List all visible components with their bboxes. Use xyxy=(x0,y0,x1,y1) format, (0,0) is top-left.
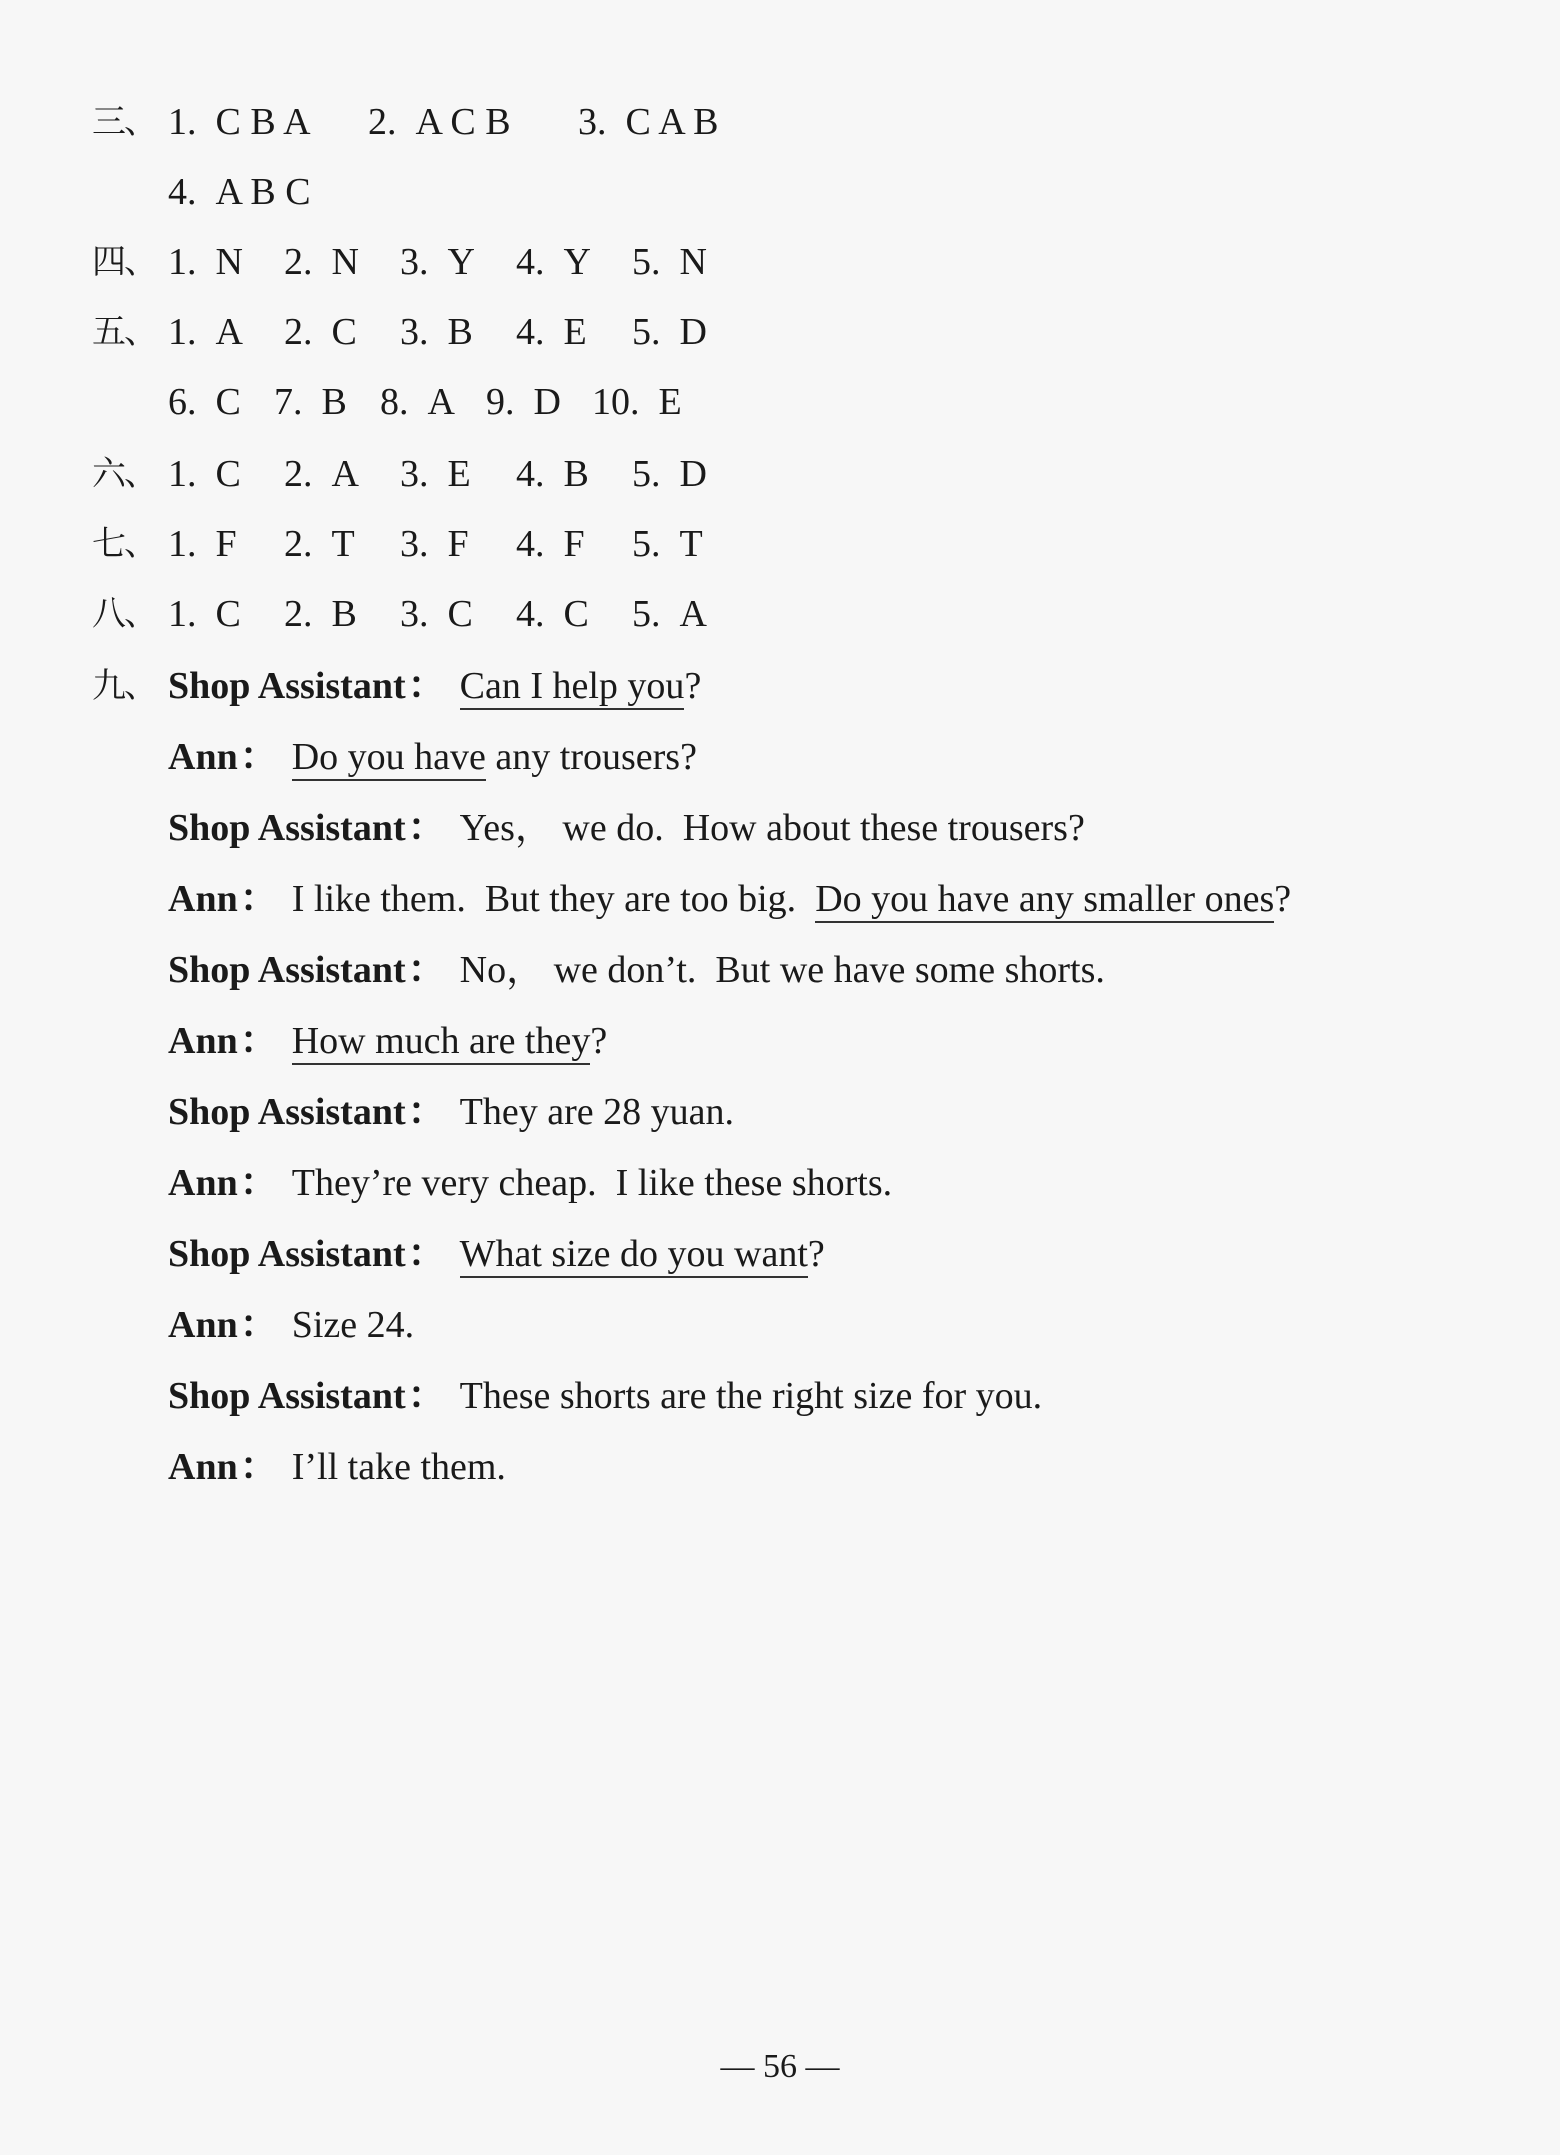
item-number: 4. xyxy=(516,311,545,353)
item-answer: C xyxy=(215,453,241,495)
speaker-name: Ann xyxy=(168,736,238,778)
item-answer: C xyxy=(331,311,357,353)
item-number: 2. xyxy=(284,311,313,353)
answer-item xyxy=(400,308,473,356)
answer-item xyxy=(516,238,591,286)
item-number: 9. xyxy=(486,381,515,423)
answer-item xyxy=(368,98,511,146)
speaker-colon: ： xyxy=(239,736,278,778)
answer-item xyxy=(168,168,311,216)
answer-item xyxy=(516,308,587,356)
item-number: 4. xyxy=(168,171,197,213)
answer-item xyxy=(486,378,561,426)
line-text: Size 24. xyxy=(291,1304,415,1346)
item-answer: D xyxy=(679,453,707,495)
line-text: These shorts are the right size for you. xyxy=(459,1375,1043,1417)
speaker-colon: ： xyxy=(239,878,278,920)
answer-item xyxy=(168,308,243,356)
speaker-name: Shop Assistant xyxy=(168,807,406,849)
answer-item xyxy=(380,378,455,426)
item-answer: A B C xyxy=(215,171,311,213)
answer-item xyxy=(400,450,471,498)
underlined-answer: Do you have any smaller ones xyxy=(815,878,1274,923)
item-answer: C A B xyxy=(625,101,719,143)
item-number: 3. xyxy=(400,453,429,495)
speaker-name: Ann xyxy=(168,878,238,920)
underlined-answer: Do you have xyxy=(292,736,486,781)
dialogue-content xyxy=(168,733,697,781)
answer-item xyxy=(168,450,241,498)
speaker-name: Shop Assistant xyxy=(168,665,406,707)
item-answer: C xyxy=(215,593,241,635)
answer-item xyxy=(632,520,703,568)
item-answer: F xyxy=(563,523,585,565)
item-number: 4. xyxy=(516,523,545,565)
underlined-answer: What size do you want xyxy=(460,1233,808,1278)
section-5-marker: 五、 xyxy=(92,312,156,352)
line-rest: ? xyxy=(590,1020,608,1062)
dialogue-content xyxy=(168,1159,892,1207)
speaker-colon: ： xyxy=(407,1233,446,1275)
speaker-name: Shop Assistant xyxy=(168,1233,406,1275)
item-number: 4. xyxy=(516,241,545,283)
speaker-colon: ： xyxy=(407,807,446,849)
answer-item xyxy=(168,590,241,638)
item-answer: Y xyxy=(447,241,475,283)
item-number: 2. xyxy=(368,101,397,143)
speaker-colon: ： xyxy=(239,1304,278,1346)
item-number: 1. xyxy=(168,453,197,495)
item-answer: C xyxy=(563,593,589,635)
item-answer: A C B xyxy=(415,101,511,143)
item-answer: B xyxy=(321,381,347,423)
item-answer: C xyxy=(215,381,241,423)
underlined-answer: Can I help you xyxy=(460,665,685,710)
item-answer: E xyxy=(658,381,682,423)
item-answer: D xyxy=(679,311,707,353)
item-number: 2. xyxy=(284,523,313,565)
speaker-colon: ： xyxy=(239,1020,278,1062)
speaker-colon: ： xyxy=(407,1091,446,1133)
line-text: Yes， we do. How about these trousers? xyxy=(459,807,1085,849)
item-number: 5. xyxy=(632,453,661,495)
item-number: 3. xyxy=(578,101,607,143)
page-number: — 56 — xyxy=(720,2048,840,2085)
item-answer: A xyxy=(215,311,243,353)
line-rest: ? xyxy=(684,665,702,707)
speaker-name: Ann xyxy=(168,1162,238,1204)
speaker-colon: ： xyxy=(239,1162,278,1204)
section-8-marker: 八、 xyxy=(92,594,156,634)
dialogue-content xyxy=(168,662,701,710)
item-number: 7. xyxy=(274,381,303,423)
dialogue-content xyxy=(168,1443,506,1491)
answer-item xyxy=(168,98,311,146)
answer-item xyxy=(284,450,359,498)
item-answer: B xyxy=(563,453,589,495)
item-answer: C xyxy=(447,593,473,635)
answer-item xyxy=(400,520,469,568)
item-number: 3. xyxy=(400,311,429,353)
section-4-marker: 四、 xyxy=(92,242,156,282)
item-answer: T xyxy=(331,523,355,565)
line-rest: any trousers? xyxy=(485,736,697,778)
section-7-marker: 七、 xyxy=(92,524,156,564)
item-answer: D xyxy=(533,381,561,423)
answer-item xyxy=(516,450,589,498)
item-answer: A xyxy=(679,593,707,635)
item-number: 2. xyxy=(284,593,313,635)
answer-item xyxy=(592,378,682,426)
item-number: 5. xyxy=(632,241,661,283)
line-text: They are 28 yuan. xyxy=(459,1091,734,1133)
item-number: 1. xyxy=(168,523,197,565)
item-answer: Y xyxy=(563,241,591,283)
item-number: 5. xyxy=(632,311,661,353)
line-rest: ? xyxy=(807,1233,825,1275)
item-answer: B xyxy=(331,593,357,635)
line-text: I’ll take them. xyxy=(291,1446,506,1488)
dialogue-content xyxy=(168,946,1105,994)
section-3-marker: 三、 xyxy=(92,102,156,142)
line-rest: ? xyxy=(1274,878,1292,920)
item-answer: F xyxy=(447,523,469,565)
item-number: 3. xyxy=(400,523,429,565)
item-number: 3. xyxy=(400,593,429,635)
dialogue-content xyxy=(168,1301,414,1349)
item-answer: B xyxy=(447,311,473,353)
dialogue-content xyxy=(168,1372,1042,1420)
item-number: 5. xyxy=(632,523,661,565)
speaker-colon: ： xyxy=(239,1446,278,1488)
item-number: 4. xyxy=(516,453,545,495)
item-answer: F xyxy=(215,523,237,565)
item-answer: A xyxy=(427,381,455,423)
item-answer: C B A xyxy=(215,101,311,143)
section-9-marker: 九、 xyxy=(92,666,156,706)
item-number: 2. xyxy=(284,241,313,283)
section-6-marker: 六、 xyxy=(92,454,156,494)
answer-item xyxy=(284,520,355,568)
item-number: 2. xyxy=(284,453,313,495)
item-answer: T xyxy=(679,523,703,565)
underlined-answer: How much are they xyxy=(292,1020,591,1065)
item-answer: N xyxy=(331,241,359,283)
answer-item xyxy=(578,98,718,146)
answer-item xyxy=(168,378,241,426)
answer-item xyxy=(168,520,237,568)
speaker-name: Ann xyxy=(168,1304,238,1346)
item-number: 8. xyxy=(380,381,409,423)
speaker-colon: ： xyxy=(407,665,446,707)
dialogue-content xyxy=(168,1017,607,1065)
answer-item xyxy=(632,450,707,498)
answer-item xyxy=(168,238,243,286)
line-text: I like them. But they are too big. xyxy=(291,878,816,920)
answer-item xyxy=(284,238,359,286)
answer-item xyxy=(516,590,589,638)
answer-item xyxy=(632,308,707,356)
item-answer: N xyxy=(679,241,707,283)
answer-item xyxy=(632,238,707,286)
dialogue-content xyxy=(168,1230,825,1278)
item-number: 6. xyxy=(168,381,197,423)
line-text: They’re very cheap. I like these shorts. xyxy=(291,1162,893,1204)
item-number: 1. xyxy=(168,593,197,635)
answer-item xyxy=(632,590,707,638)
item-number: 1. xyxy=(168,311,197,353)
item-answer: E xyxy=(447,453,471,495)
speaker-colon: ： xyxy=(407,949,446,991)
item-answer: E xyxy=(563,311,587,353)
speaker-name: Ann xyxy=(168,1020,238,1062)
answer-item xyxy=(400,238,475,286)
item-answer: N xyxy=(215,241,243,283)
dialogue-content xyxy=(168,804,1085,852)
answer-item xyxy=(274,378,347,426)
item-number: 4. xyxy=(516,593,545,635)
dialogue-content xyxy=(168,875,1291,923)
answer-item xyxy=(400,590,473,638)
line-text: No， we don’t. But we have some shorts. xyxy=(459,949,1105,991)
speaker-name: Shop Assistant xyxy=(168,949,406,991)
item-number: 10. xyxy=(592,381,640,423)
item-number: 1. xyxy=(168,101,197,143)
answer-item xyxy=(284,308,357,356)
item-number: 5. xyxy=(632,593,661,635)
dialogue-content xyxy=(168,1088,734,1136)
answer-item xyxy=(516,520,585,568)
speaker-name: Shop Assistant xyxy=(168,1091,406,1133)
item-answer: A xyxy=(331,453,359,495)
speaker-colon: ： xyxy=(407,1375,446,1417)
speaker-name: Ann xyxy=(168,1446,238,1488)
item-number: 3. xyxy=(400,241,429,283)
speaker-name: Shop Assistant xyxy=(168,1375,406,1417)
answer-item xyxy=(284,590,357,638)
item-number: 1. xyxy=(168,241,197,283)
